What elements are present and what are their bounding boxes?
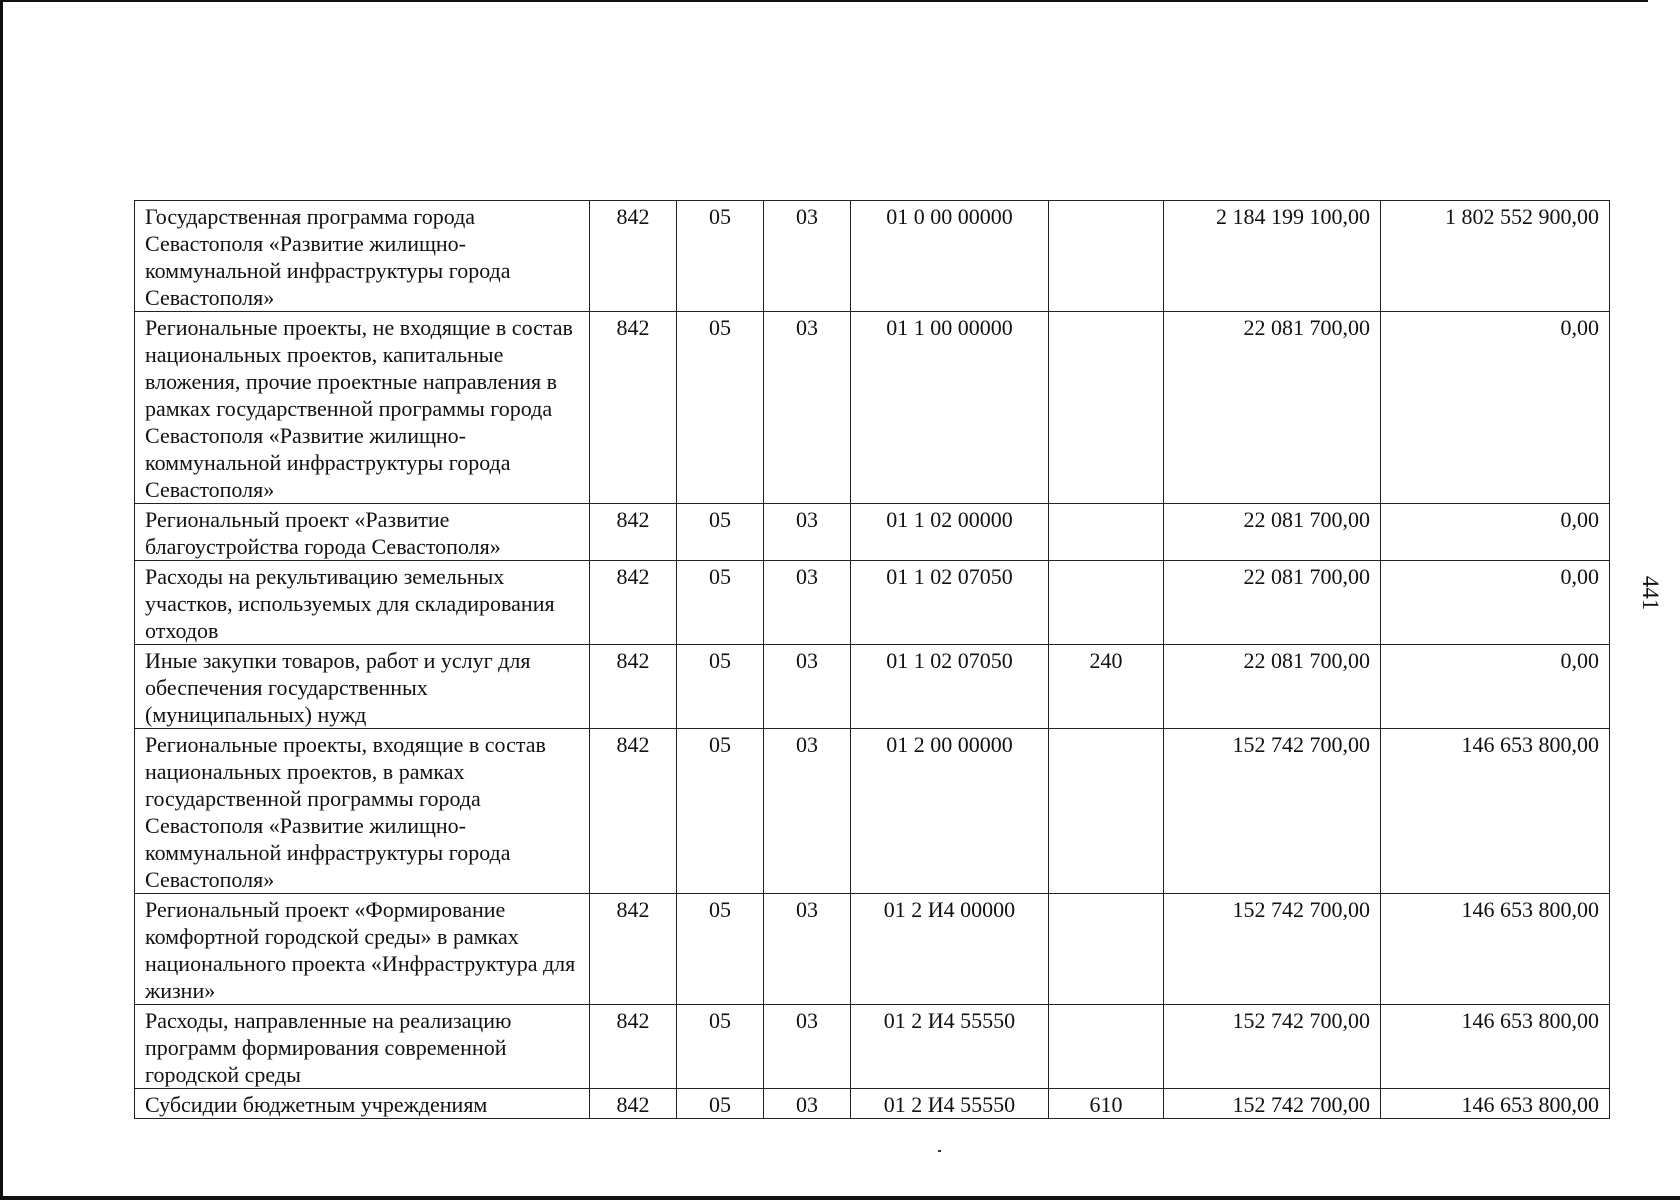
- row-expense-type: [1049, 729, 1164, 894]
- row-target-article: 01 1 02 00000: [851, 504, 1049, 561]
- row-amount-2: 146 653 800,00: [1381, 894, 1610, 1005]
- row-amount-2: 0,00: [1381, 645, 1610, 729]
- table-row: [135, 312, 1610, 504]
- row-section-code: 05: [677, 504, 764, 561]
- row-amount-2: 146 653 800,00: [1381, 1005, 1610, 1089]
- row-name: Государственная программа города Севастополя «Развитие жилищно-коммунальной инфраструктуры города Севастополя»: [135, 201, 590, 312]
- row-target-article: 01 0 00 00000: [851, 201, 1049, 312]
- table-row: [135, 1089, 1610, 1119]
- row-grbs-code: 842: [590, 504, 677, 561]
- row-name: Региональные проекты, входящие в состав национальных проектов, в рамках государственной программы города Севастополя «Развитие жилищно-коммунальной инфраструктуры города Севастополя»: [135, 729, 590, 894]
- row-amount-1: 152 742 700,00: [1164, 1089, 1381, 1119]
- row-subsection-code: 03: [764, 312, 851, 504]
- row-section-code: 05: [677, 1089, 764, 1119]
- row-section-code: 05: [677, 201, 764, 312]
- row-target-article: 01 2 И4 55550: [851, 1005, 1049, 1089]
- row-expense-type: [1049, 894, 1164, 1005]
- row-subsection-code: 03: [764, 729, 851, 894]
- row-expense-type: [1049, 201, 1164, 312]
- row-section-code: 05: [677, 645, 764, 729]
- row-subsection-code: 03: [764, 645, 851, 729]
- row-target-article: 01 2 И4 00000: [851, 894, 1049, 1005]
- table-row: [135, 729, 1610, 894]
- row-grbs-code: 842: [590, 645, 677, 729]
- row-expense-type: [1049, 504, 1164, 561]
- row-name: Региональные проекты, не входящие в состав национальных проектов, капитальные вложения, прочие проектные направления в рамках государственной программы города Севастополя «Развитие жилищно-коммунальной инфраструктуры города Севастополя»: [135, 312, 590, 504]
- row-subsection-code: 03: [764, 1005, 851, 1089]
- scan-speck: [938, 1150, 941, 1152]
- row-name: Иные закупки товаров, работ и услуг для обеспечения государственных (муниципальных) нужд: [135, 645, 590, 729]
- row-section-code: 05: [677, 1005, 764, 1089]
- row-amount-2: 1 802 552 900,00: [1381, 201, 1610, 312]
- row-amount-2: 0,00: [1381, 561, 1610, 645]
- row-amount-1: 152 742 700,00: [1164, 1005, 1381, 1089]
- row-name: Расходы, направленные на реализацию программ формирования современной городской среды: [135, 1005, 590, 1089]
- row-expense-type: [1049, 561, 1164, 645]
- row-grbs-code: 842: [590, 1089, 677, 1119]
- row-target-article: 01 2 И4 55550: [851, 1089, 1049, 1119]
- budget-table-body: [135, 201, 1610, 1119]
- row-amount-1: 152 742 700,00: [1164, 894, 1381, 1005]
- row-name: Региональный проект «Формирование комфортной городской среды» в рамках национального проекта «Инфраструктура для жизни»: [135, 894, 590, 1005]
- row-amount-1: 2 184 199 100,00: [1164, 201, 1381, 312]
- row-amount-2: 0,00: [1381, 312, 1610, 504]
- row-amount-1: 22 081 700,00: [1164, 504, 1381, 561]
- row-amount-2: 0,00: [1381, 504, 1610, 561]
- row-name: Региональный проект «Развитие благоустройства города Севастополя»: [135, 504, 590, 561]
- row-expense-type: 610: [1049, 1089, 1164, 1119]
- row-expense-type: [1049, 312, 1164, 504]
- scan-edge-left: [0, 0, 3, 1200]
- page-number: 441: [1638, 575, 1663, 611]
- row-target-article: 01 1 02 07050: [851, 561, 1049, 645]
- row-subsection-code: 03: [764, 201, 851, 312]
- table-row: [135, 561, 1610, 645]
- row-grbs-code: 842: [590, 561, 677, 645]
- row-name: Расходы на рекультивацию земельных участков, используемых для складирования отходов: [135, 561, 590, 645]
- table-row: [135, 894, 1610, 1005]
- row-subsection-code: 03: [764, 504, 851, 561]
- row-section-code: 05: [677, 312, 764, 504]
- table-row: [135, 1005, 1610, 1089]
- row-subsection-code: 03: [764, 561, 851, 645]
- row-section-code: 05: [677, 561, 764, 645]
- table-row: [135, 201, 1610, 312]
- row-subsection-code: 03: [764, 1089, 851, 1119]
- row-target-article: 01 1 00 00000: [851, 312, 1049, 504]
- row-section-code: 05: [677, 729, 764, 894]
- row-name: Субсидии бюджетным учреждениям: [135, 1089, 590, 1119]
- row-section-code: 05: [677, 894, 764, 1005]
- row-target-article: 01 2 00 00000: [851, 729, 1049, 894]
- row-amount-1: 152 742 700,00: [1164, 729, 1381, 894]
- row-grbs-code: 842: [590, 312, 677, 504]
- row-amount-2: 146 653 800,00: [1381, 729, 1610, 894]
- scan-edge-top: [0, 0, 1648, 2]
- row-amount-1: 22 081 700,00: [1164, 561, 1381, 645]
- row-target-article: 01 1 02 07050: [851, 645, 1049, 729]
- row-subsection-code: 03: [764, 894, 851, 1005]
- row-grbs-code: 842: [590, 1005, 677, 1089]
- table-row: [135, 645, 1610, 729]
- row-amount-1: 22 081 700,00: [1164, 312, 1381, 504]
- row-grbs-code: 842: [590, 894, 677, 1005]
- row-expense-type: [1049, 1005, 1164, 1089]
- row-amount-2: 146 653 800,00: [1381, 1089, 1610, 1119]
- row-expense-type: 240: [1049, 645, 1164, 729]
- scan-edge-bottom: [0, 1196, 1680, 1200]
- row-amount-1: 22 081 700,00: [1164, 645, 1381, 729]
- table-row: [135, 504, 1610, 561]
- row-grbs-code: 842: [590, 201, 677, 312]
- row-grbs-code: 842: [590, 729, 677, 894]
- budget-table: [134, 200, 1610, 1119]
